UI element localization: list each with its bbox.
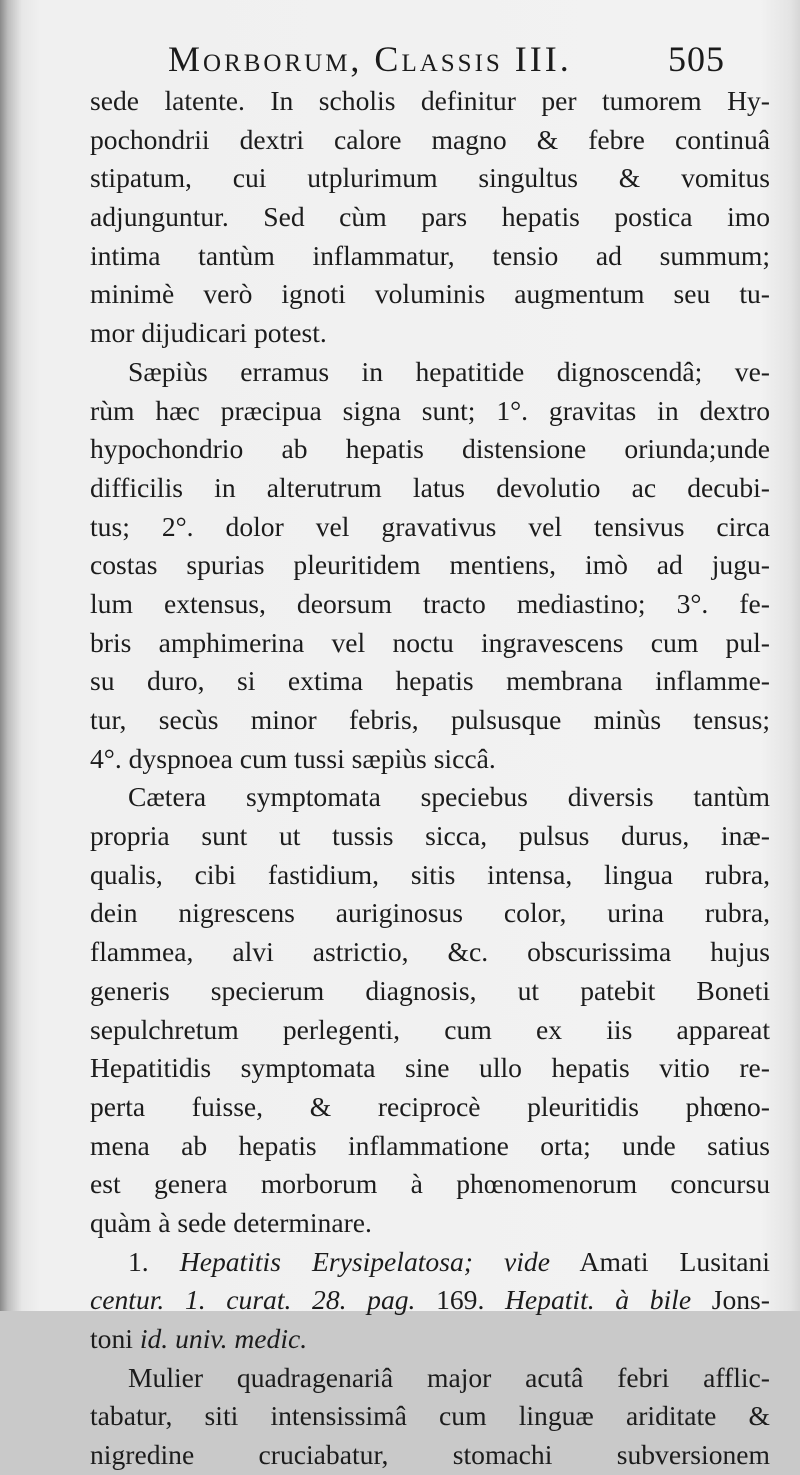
case-citation-3: id. univ. medic. — [139, 1323, 308, 1354]
text-line: flammea, alvi astrictio, &c. obscurissima hujus — [90, 936, 770, 968]
case-note-line-3 — [90, 1320, 770, 1359]
text-line: perta fuisse, & reciprocè pleuritidis phœno- — [90, 1090, 770, 1122]
text-line: rùm hæc præcipua signa sunt; 1°. gravitas in dextro — [90, 394, 770, 426]
paragraph-start: Sæpiùs erramus in hepatitide dignoscendâ; ve- — [128, 355, 770, 387]
text-line: sede latente. In scholis definitur per tumorem Hy- — [90, 85, 770, 116]
text-line: mor dijudicari potest. — [90, 317, 327, 349]
case-page-number: 169. — [436, 1284, 485, 1316]
text-line: pochondrii dextri calore magno & febre continuâ — [90, 123, 770, 155]
text-line: tabatur, siti intensissimâ cum linguæ ariditate & — [90, 1400, 770, 1432]
case-source: Amati Lusitani — [579, 1245, 770, 1277]
text-line: tus; 2°. dolor vel gravativus vel tensivus circa — [90, 510, 770, 542]
text-line: minimè verò ignoti voluminis augmentum seu tu- — [90, 278, 770, 310]
text-line: nigredine cruciabatur, stomachi subversionem — [90, 1439, 770, 1471]
text-line: propria sunt ut tussis sicca, pulsus durus, inæ- — [90, 820, 770, 852]
text-line: tur, secùs minor febris, pulsusque minùs tensus; — [90, 704, 770, 735]
text-line: costas spurias pleuritidem mentiens, imò ad jugu- — [90, 549, 770, 581]
case-citation: centur. 1. curat. 28. pag. — [90, 1284, 416, 1316]
text-body — [90, 82, 770, 1475]
text-line: est genera morborum à phœnomenorum concursu — [90, 1168, 770, 1200]
running-title: Morborum, Classis III. — [168, 39, 572, 79]
page-number: 505 — [668, 39, 725, 79]
paragraph-start: Mulier quadragenariâ major acutâ febri afflic- — [128, 1361, 770, 1393]
case-source-2: Jons- — [711, 1284, 770, 1316]
text-line: mena ab hepatis inflammatione orta; unde satius — [90, 1129, 770, 1161]
text-line: lum extensus, deorsum tracto mediastino; 3°. fe- — [90, 587, 770, 619]
page-header — [168, 38, 768, 88]
case-source-3: toni — [90, 1323, 133, 1354]
case-note-line-1 — [90, 1243, 770, 1282]
case-title: Hepatitis Erysipelatosa; — [179, 1245, 473, 1277]
text-line: 4°. dyspnoea cum tussi sæpiùs siccâ. — [90, 742, 496, 774]
text-line: quàm à sede determinare. — [90, 1206, 372, 1238]
vide-word: vide — [504, 1245, 550, 1277]
text-line: su duro, si extima hepatis membrana inflamme- — [90, 665, 770, 697]
text-line: bris amphimerina vel noctu ingravescens cum pul- — [90, 626, 770, 658]
text-line: sepulchretum perlegenti, cum ex iis appareat — [90, 1013, 770, 1045]
text-line: stipatum, cui utplurimum singultus & vomitus — [90, 162, 770, 194]
text-line: difficilis in alterutrum latus devolutio ac decubi- — [90, 471, 770, 503]
case-note-line-2 — [90, 1281, 770, 1320]
text-line: Hepatitidis symptomata sine ullo hepatis vitio re- — [90, 1052, 770, 1084]
text-line: generis specierum diagnosis, ut patebit Boneti — [90, 974, 770, 1006]
case-title-2: Hepatit. à bile — [505, 1284, 692, 1316]
text-line: hypochondrio ab hepatis distensione oriunda;unde — [90, 433, 770, 465]
text-line: adjunguntur. Sed cùm pars hepatis postica imo — [90, 201, 770, 233]
text-line: dein nigrescens auriginosus color, urina rubra, — [90, 897, 770, 929]
paragraph-start: Cætera symptomata speciebus diversis tantùm — [128, 781, 770, 813]
text-line: qualis, cibi fastidium, sitis intensa, lingua rubra, — [90, 858, 770, 890]
text-line: intima tantùm inflammatur, tensio ad summum; — [90, 239, 770, 271]
case-number: 1. — [128, 1245, 149, 1277]
